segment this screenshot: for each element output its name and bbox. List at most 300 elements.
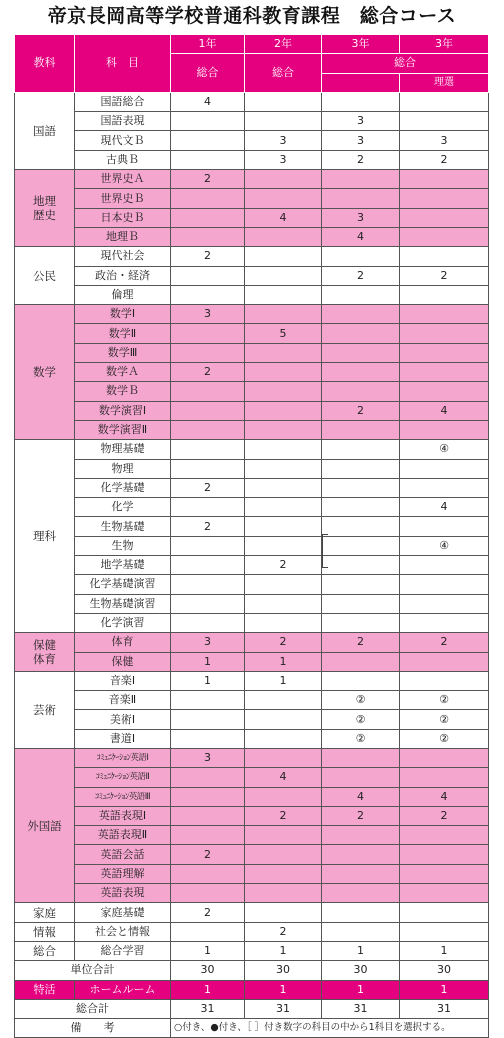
- credits-cell: [171, 710, 245, 729]
- credits-cell: [245, 826, 322, 845]
- credits-cell: [245, 112, 322, 131]
- credits-cell: 1: [322, 941, 400, 960]
- credits-cell: 4: [400, 498, 489, 517]
- credits-cell: 1: [245, 652, 322, 671]
- credits-cell: [171, 112, 245, 131]
- remarks-label: 備 考: [15, 1019, 171, 1038]
- credits-cell: 2: [400, 150, 489, 169]
- subject-cell: 英語会話: [75, 845, 171, 864]
- credits-cell: [171, 440, 245, 459]
- header-course-3-science: 理選: [400, 73, 489, 92]
- credits-cell: 2: [171, 170, 245, 189]
- subject-cell: 生物: [75, 536, 171, 555]
- bracket-bottom: [322, 567, 328, 568]
- credits-cell: [400, 884, 489, 903]
- table-row: [15, 633, 489, 652]
- credits-cell: 4: [400, 787, 489, 806]
- subject-cell: 社会と情報: [75, 922, 171, 941]
- credits-cell: [171, 884, 245, 903]
- credits-cell: 2: [171, 478, 245, 497]
- table-row: [15, 247, 489, 266]
- table-row: [15, 613, 489, 632]
- subject-cell: 数学Ⅱ: [75, 324, 171, 343]
- credits-cell: 2: [171, 363, 245, 382]
- header-year-1: 1年: [171, 35, 245, 54]
- table-row: [15, 343, 489, 362]
- credits-cell: [245, 420, 322, 439]
- credits-cell: [245, 266, 322, 285]
- credits-cell: [400, 170, 489, 189]
- credits-cell: [171, 691, 245, 710]
- credits-cell: [400, 922, 489, 941]
- curriculum-table: [14, 34, 489, 1038]
- credits-cell: [245, 92, 322, 111]
- table-row: [15, 941, 489, 960]
- credits-cell: [171, 189, 245, 208]
- credits-cell: [322, 478, 400, 497]
- credits-cell: [400, 343, 489, 362]
- subject-cell: 数学Ｂ: [75, 382, 171, 401]
- credits-cell: [171, 401, 245, 420]
- credits-cell: [245, 575, 322, 594]
- credits-cell: [400, 247, 489, 266]
- credits-cell: 1: [400, 941, 489, 960]
- table-row: [15, 459, 489, 478]
- credits-cell: [171, 285, 245, 304]
- subject-area-cell: 芸術: [15, 671, 75, 748]
- table-row: [15, 691, 489, 710]
- credits-cell: [322, 613, 400, 632]
- credits-cell: 3: [171, 748, 245, 767]
- table-row: [15, 884, 489, 903]
- header-year-2: 2年: [245, 35, 322, 54]
- subject-cell: 保健: [75, 652, 171, 671]
- credits-cell: ②: [322, 729, 400, 748]
- credits-cell: [171, 768, 245, 787]
- subject-cell: 世界史Ｂ: [75, 189, 171, 208]
- credits-cell: [322, 305, 400, 324]
- credits-cell: [400, 420, 489, 439]
- header-course-2: 総合: [245, 54, 322, 93]
- subject-cell: 地理Ｂ: [75, 227, 171, 246]
- subject-cell: 世界史Ａ: [75, 170, 171, 189]
- credits-cell: 3: [400, 131, 489, 150]
- credits-cell: 3: [245, 150, 322, 169]
- credits-cell: 3: [322, 112, 400, 131]
- credits-cell: 2: [171, 247, 245, 266]
- subject-cell: 音楽Ⅱ: [75, 691, 171, 710]
- credits-cell: [400, 671, 489, 690]
- credits-cell: [245, 903, 322, 922]
- unit-total-cell: 30: [171, 961, 245, 980]
- header-course-3-general: [322, 73, 400, 92]
- credits-cell: [245, 884, 322, 903]
- subject-cell: 総合学習: [75, 941, 171, 960]
- table-row: [15, 826, 489, 845]
- credits-cell: [400, 285, 489, 304]
- curriculum-body: [15, 92, 489, 1038]
- credits-cell: [400, 768, 489, 787]
- credits-cell: 4: [322, 227, 400, 246]
- subject-cell: 化学基礎演習: [75, 575, 171, 594]
- credits-cell: 2: [245, 633, 322, 652]
- subject-area-cell: 国語: [15, 92, 75, 169]
- table-row: [15, 363, 489, 382]
- subject-cell: 政治・経済: [75, 266, 171, 285]
- subject-cell: 英語理解: [75, 864, 171, 883]
- table-row: [15, 420, 489, 439]
- credits-cell: 2: [245, 922, 322, 941]
- table-row: [15, 478, 489, 497]
- credits-cell: [245, 787, 322, 806]
- credits-cell: [322, 420, 400, 439]
- credits-cell: [400, 575, 489, 594]
- credits-cell: ②: [322, 691, 400, 710]
- credits-cell: [322, 382, 400, 401]
- subject-area-cell: 地理 歴史: [15, 170, 75, 247]
- credits-cell: [245, 594, 322, 613]
- special-credits-cell: 1: [322, 980, 400, 999]
- subject-cell: 体育: [75, 633, 171, 652]
- table-row: [15, 285, 489, 304]
- subject-area-cell: 保健 体育: [15, 633, 75, 672]
- credits-cell: [400, 382, 489, 401]
- table-row: [15, 170, 489, 189]
- credits-cell: [400, 459, 489, 478]
- subject-cell: 英語表現Ⅱ: [75, 826, 171, 845]
- credits-cell: [245, 343, 322, 362]
- credits-cell: 4: [400, 401, 489, 420]
- credits-cell: [400, 92, 489, 111]
- header-course-3: 総合: [322, 54, 489, 73]
- credits-cell: 3: [322, 208, 400, 227]
- table-row: [15, 498, 489, 517]
- credits-cell: [400, 613, 489, 632]
- table-row: [15, 806, 489, 825]
- special-area-cell: 特活: [15, 980, 75, 999]
- subject-cell: 国語総合: [75, 92, 171, 111]
- header-course-1: 総合: [171, 54, 245, 93]
- credits-cell: 2: [322, 633, 400, 652]
- subject-cell: 数学Ⅲ: [75, 343, 171, 362]
- credits-cell: [171, 150, 245, 169]
- credits-cell: ②: [400, 691, 489, 710]
- credits-cell: 2: [322, 401, 400, 420]
- grand-total-label: 総合計: [15, 999, 171, 1018]
- credits-cell: 2: [400, 633, 489, 652]
- credits-cell: 4: [171, 92, 245, 111]
- credits-cell: [245, 729, 322, 748]
- credits-cell: 1: [171, 671, 245, 690]
- credits-cell: [245, 845, 322, 864]
- subject-cell: 数学演習Ⅰ: [75, 401, 171, 420]
- table-row: [15, 131, 489, 150]
- credits-cell: [171, 343, 245, 362]
- credits-cell: [171, 826, 245, 845]
- table-row: [15, 864, 489, 883]
- credits-cell: [322, 363, 400, 382]
- remarks-text: ○付き、●付き、［ ］付き数字の科目の中から1科目を選択する。: [171, 1019, 489, 1038]
- credits-cell: [400, 208, 489, 227]
- table-row: [15, 324, 489, 343]
- credits-cell: 2: [322, 150, 400, 169]
- credits-cell: [245, 748, 322, 767]
- subject-area-cell: 総合: [15, 941, 75, 960]
- credits-cell: [400, 826, 489, 845]
- table-row: [15, 150, 489, 169]
- credits-cell: [322, 247, 400, 266]
- credits-cell: 1: [245, 941, 322, 960]
- credits-cell: [400, 864, 489, 883]
- grand-total-cell: 31: [400, 999, 489, 1018]
- table-row: [15, 671, 489, 690]
- subject-area-cell: 公民: [15, 247, 75, 305]
- table-row: [15, 652, 489, 671]
- credits-cell: 3: [171, 633, 245, 652]
- credits-cell: [171, 922, 245, 941]
- credits-cell: 2: [171, 845, 245, 864]
- credits-cell: 3: [245, 131, 322, 150]
- credits-cell: [400, 517, 489, 536]
- credits-cell: [400, 305, 489, 324]
- credits-cell: [322, 652, 400, 671]
- grand-total-row: [15, 999, 489, 1018]
- header-year-3: 3年: [322, 35, 400, 54]
- credits-cell: [400, 363, 489, 382]
- credits-cell: [245, 247, 322, 266]
- subject-cell: 数学Ⅰ: [75, 305, 171, 324]
- credits-cell: [322, 92, 400, 111]
- credits-cell: 3: [322, 131, 400, 150]
- credits-cell: [400, 324, 489, 343]
- credits-cell: [400, 227, 489, 246]
- subject-cell: 化学基礎: [75, 478, 171, 497]
- credits-cell: [245, 189, 322, 208]
- credits-cell: [400, 478, 489, 497]
- credits-cell: [171, 208, 245, 227]
- credits-cell: 4: [322, 787, 400, 806]
- credits-cell: [322, 556, 400, 575]
- unit-total-label: 単位合計: [15, 961, 171, 980]
- credits-cell: [322, 826, 400, 845]
- special-credits-cell: 1: [245, 980, 322, 999]
- credits-cell: [171, 324, 245, 343]
- credits-cell: 2: [245, 556, 322, 575]
- credits-cell: [171, 266, 245, 285]
- subject-cell: 英語表現Ⅰ: [75, 806, 171, 825]
- subject-cell: 生物基礎演習: [75, 594, 171, 613]
- credits-cell: [400, 748, 489, 767]
- credits-cell: [400, 189, 489, 208]
- credits-cell: [322, 768, 400, 787]
- credits-cell: [245, 305, 322, 324]
- credits-cell: 1: [245, 671, 322, 690]
- credits-cell: [245, 227, 322, 246]
- grand-total-cell: 31: [171, 999, 245, 1018]
- subject-area-cell: 外国語: [15, 748, 75, 902]
- table-row: [15, 556, 489, 575]
- subject-cell: 現代社会: [75, 247, 171, 266]
- table-row: [15, 787, 489, 806]
- credits-cell: [322, 459, 400, 478]
- credits-cell: [245, 613, 322, 632]
- credits-cell: 3: [171, 305, 245, 324]
- credits-cell: [245, 498, 322, 517]
- credits-cell: [245, 459, 322, 478]
- credits-cell: [245, 170, 322, 189]
- credits-cell: [171, 729, 245, 748]
- subject-cell: 古典Ｂ: [75, 150, 171, 169]
- credits-cell: ②: [400, 710, 489, 729]
- credits-cell: [171, 864, 245, 883]
- remarks-row: [15, 1019, 489, 1038]
- credits-cell: 4: [245, 208, 322, 227]
- credits-cell: 2: [171, 903, 245, 922]
- subject-cell: 日本史Ｂ: [75, 208, 171, 227]
- table-row: [15, 845, 489, 864]
- credits-cell: [245, 382, 322, 401]
- special-credits-cell: 1: [171, 980, 245, 999]
- special-subject-cell: ホームルーム: [75, 980, 171, 999]
- subject-cell: 美術Ⅰ: [75, 710, 171, 729]
- credits-cell: [171, 131, 245, 150]
- subject-cell: ｺﾐｭﾆｹｰｼｮﾝ英語Ⅰ: [75, 748, 171, 767]
- credits-cell: 2: [322, 806, 400, 825]
- grand-total-cell: 31: [322, 999, 400, 1018]
- unit-total-cell: 30: [322, 961, 400, 980]
- credits-cell: [245, 401, 322, 420]
- bracket-line: [322, 534, 323, 568]
- table-row: [15, 112, 489, 131]
- grand-total-cell: 31: [245, 999, 322, 1018]
- credits-cell: [245, 691, 322, 710]
- credits-cell: [322, 536, 400, 555]
- table-row: [15, 729, 489, 748]
- credits-cell: [245, 710, 322, 729]
- credits-cell: [171, 594, 245, 613]
- credits-cell: [245, 285, 322, 304]
- credits-cell: [245, 440, 322, 459]
- special-credits-cell: 1: [400, 980, 489, 999]
- credits-cell: [322, 864, 400, 883]
- table-row: [15, 710, 489, 729]
- credits-cell: [322, 594, 400, 613]
- credits-cell: [400, 652, 489, 671]
- credits-cell: [322, 285, 400, 304]
- table-row: [15, 575, 489, 594]
- credits-cell: [171, 382, 245, 401]
- subject-area-cell: 家庭: [15, 903, 75, 922]
- credits-cell: [322, 671, 400, 690]
- table-row: [15, 92, 489, 111]
- table-row: [15, 266, 489, 285]
- credits-cell: [171, 227, 245, 246]
- credits-cell: [171, 556, 245, 575]
- header-subject-area: 教科: [15, 35, 75, 93]
- subject-cell: 数学Ａ: [75, 363, 171, 382]
- table-row: [15, 227, 489, 246]
- credits-cell: [245, 536, 322, 555]
- table-row: [15, 748, 489, 767]
- subject-cell: ｺﾐｭﾆｹｰｼｮﾝ英語Ⅲ: [75, 787, 171, 806]
- credits-cell: [322, 748, 400, 767]
- subject-cell: 家庭基礎: [75, 903, 171, 922]
- table-row: [15, 517, 489, 536]
- subject-area-cell: 情報: [15, 922, 75, 941]
- subject-cell: ｺﾐｭﾆｹｰｼｮﾝ英語Ⅱ: [75, 768, 171, 787]
- credits-cell: [400, 903, 489, 922]
- subject-cell: 地学基礎: [75, 556, 171, 575]
- table-row: [15, 922, 489, 941]
- credits-cell: 4: [245, 768, 322, 787]
- credits-cell: [171, 498, 245, 517]
- credits-cell: [171, 806, 245, 825]
- header-subject: 科 目: [75, 35, 171, 93]
- subject-cell: 音楽Ⅰ: [75, 671, 171, 690]
- table-row: [15, 305, 489, 324]
- credits-cell: [322, 324, 400, 343]
- credits-cell: [171, 420, 245, 439]
- table-row: [15, 768, 489, 787]
- credits-cell: [400, 112, 489, 131]
- credits-cell: [322, 517, 400, 536]
- unit-total-cell: 30: [245, 961, 322, 980]
- credits-cell: [322, 575, 400, 594]
- credits-cell: 1: [171, 941, 245, 960]
- credits-cell: [322, 884, 400, 903]
- table-row: [15, 440, 489, 459]
- subject-cell: 現代文Ｂ: [75, 131, 171, 150]
- credits-cell: 2: [400, 806, 489, 825]
- table-row: [15, 594, 489, 613]
- credits-cell: ④: [400, 440, 489, 459]
- credits-cell: 2: [400, 266, 489, 285]
- credits-cell: [322, 189, 400, 208]
- table-row: [15, 382, 489, 401]
- credits-cell: ②: [322, 710, 400, 729]
- subject-cell: 数学演習Ⅱ: [75, 420, 171, 439]
- credits-cell: [400, 845, 489, 864]
- credits-cell: [400, 556, 489, 575]
- table-row: [15, 208, 489, 227]
- credits-cell: [322, 170, 400, 189]
- unit-total-cell: 30: [400, 961, 489, 980]
- credits-cell: [171, 459, 245, 478]
- credits-cell: [245, 864, 322, 883]
- credits-cell: [400, 594, 489, 613]
- credits-cell: [322, 922, 400, 941]
- credits-cell: [171, 787, 245, 806]
- table-row: [15, 401, 489, 420]
- credits-cell: [171, 575, 245, 594]
- subject-cell: 倫理: [75, 285, 171, 304]
- credits-cell: 1: [171, 652, 245, 671]
- credits-cell: [322, 343, 400, 362]
- bracket-top: [322, 534, 328, 535]
- subject-cell: 化学演習: [75, 613, 171, 632]
- subject-area-cell: 理科: [15, 440, 75, 633]
- credits-cell: [171, 536, 245, 555]
- credits-cell: [322, 903, 400, 922]
- credits-cell: 5: [245, 324, 322, 343]
- header-year-3b: 3年: [400, 35, 489, 54]
- credits-cell: [171, 613, 245, 632]
- page-title: 帝京長岡高等学校普通科教育課程 総合コース: [47, 5, 457, 27]
- subject-cell: 化学: [75, 498, 171, 517]
- credits-cell: ④: [400, 536, 489, 555]
- unit-total-row: [15, 961, 489, 980]
- credits-cell: 2: [171, 517, 245, 536]
